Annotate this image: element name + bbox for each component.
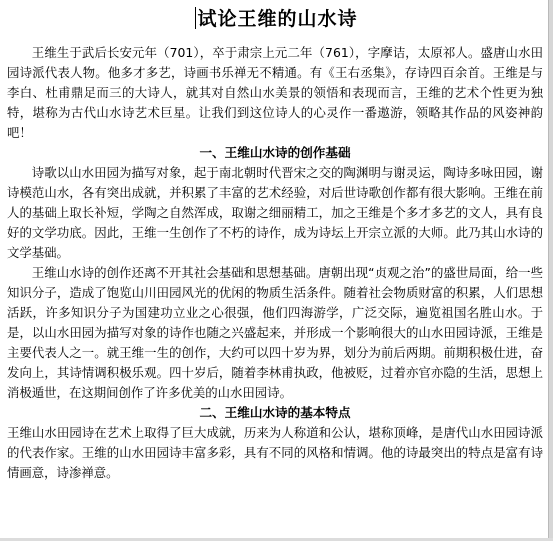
document-title[interactable]: 试论王维的山水诗 [197,8,358,30]
section-2-heading[interactable]: 二、王维山水诗的基本特点 [199,405,351,420]
section-1-paragraph-1[interactable]: 诗歌以山水田园为描写对象，起于南北朝时代晋宋之交的陶渊明与谢灵运，陶诗多咏田园，谢诗模范山水，各有突出成就，并积累了丰富的艺术经验，对后世诗歌创作都有很大影响。王维在前人的基础上取长补短，学陶之自然浑成，取谢之细丽精工，加之王维是个多才多艺的文人，具有良好的文学功底。因此，王维一生创作了不朽的诗作，成为诗坛上开宗立派的大师。此乃其山水诗的文学基础。 [7,165,543,260]
document-title-line [0,6,553,32]
section-1-paragraph-2[interactable]: 王维山水诗的创作还离不开其社会基础和思想基础。唐朝出现“贞观之治”的盛世局面，给一些知识分子，造成了饱览山川田园风光的优闲的物质生活条件。随着社会物质财富的积累，人们思想活跃，许多知识分子为国建功立业之心很强，他们四海游学，广泛交际，遍览祖国名胜山水。于是，以山水田园为描写对象的诗作也随之兴盛起来，并形成一个影响很大的山水田园诗派，王维是主要代表人之一。就王维一生的创作，大约可以四十岁为界，划分为前后两期。前期积极仕进，奋发向上，其诗情调积极乐观。四十岁后，随着李林甫执政，他被贬，过着亦官亦隐的生活，思想上消极遁世，在这期间创作了许多优美的山水田园诗。 [7,265,543,400]
intro-paragraph[interactable]: 王维生于武后长安元年（701），卒于肃宗上元二年（761），字摩诘，太原祁人。盛唐山水田园诗派代表人物。他多才多艺，诗画书乐禅无不精通。有《王右丞集》，存诗四百余首。王维是与李白、杜甫鼎足而三的大诗人，就其对自然山水美景的领悟和表现而言，王维的艺术个性更为独特，堪称为古代山水诗艺术巨星。让我们到这位诗人的心灵作一番遨游，领略其作品的风姿神韵吧！ [7,45,543,140]
document-body[interactable] [7,43,543,483]
window-right-edge [548,0,553,541]
section-1-heading[interactable]: 一、王维山水诗的创作基础 [199,145,351,160]
section-2-paragraph-1[interactable]: 王维山水田园诗在艺术上取得了巨大成就，历来为人称道和公认，堪称顶峰，是唐代山水田园诗派的代表作家。王维的山水田园诗丰富多彩，具有不同的风格和情调。他的诗最突出的特点是富有诗情画意，诗渗禅意。 [7,425,543,480]
